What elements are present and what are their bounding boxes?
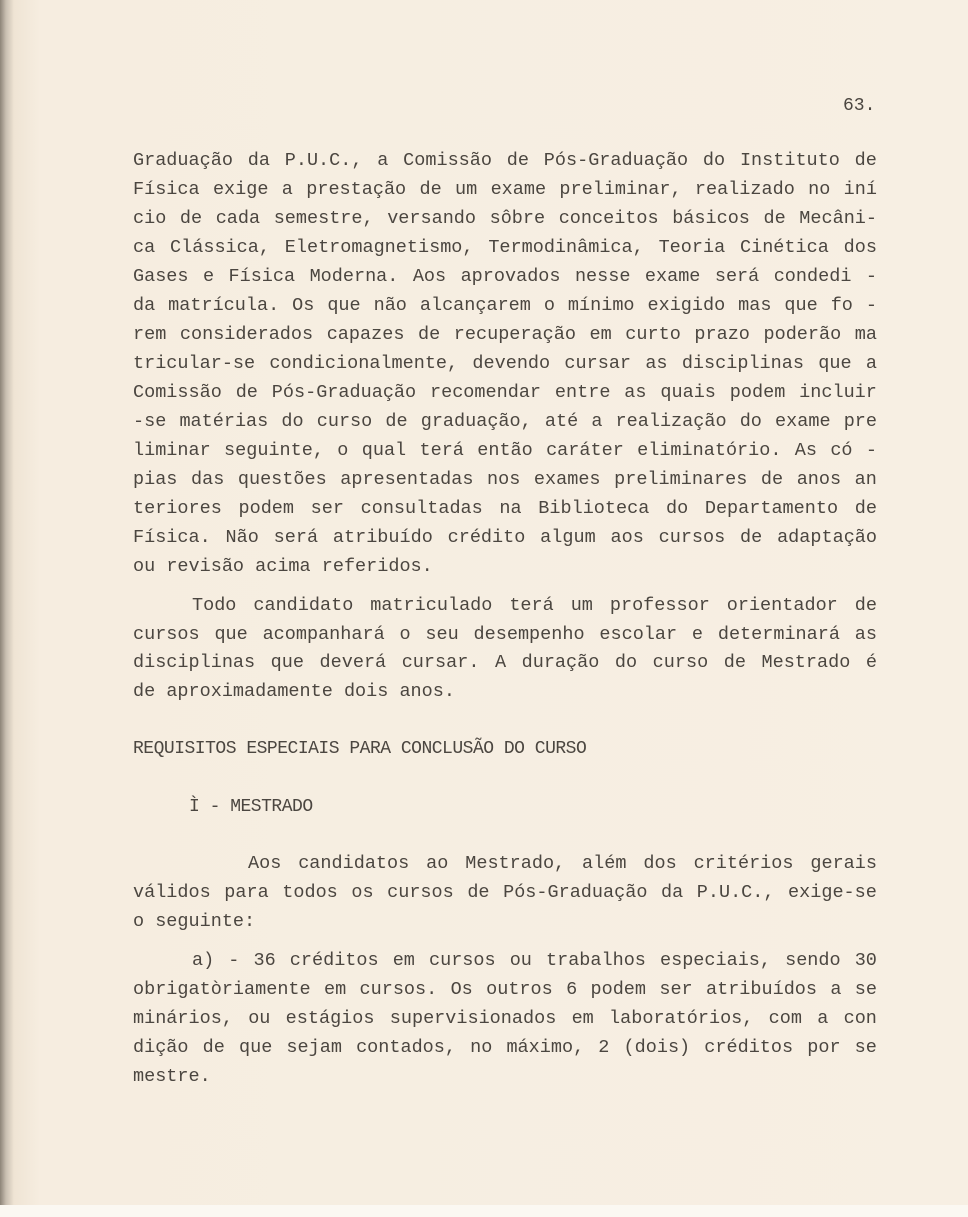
word: Física. [133, 527, 211, 548]
word: anos [796, 469, 842, 490]
word: Eletromagnetismo, [284, 237, 474, 258]
word: das [190, 469, 225, 490]
word: da [660, 882, 684, 903]
word: - [228, 950, 240, 971]
word: con [843, 1008, 877, 1029]
word: será [714, 266, 760, 287]
word: se [854, 1037, 877, 1058]
word: -se [133, 411, 167, 432]
word: podem [238, 498, 294, 519]
word: an [854, 469, 877, 490]
word: créditos [289, 950, 379, 971]
word: de [760, 469, 784, 490]
word: ou [509, 950, 532, 971]
word: a [591, 411, 603, 432]
word: - [865, 295, 877, 316]
word: qual [361, 440, 407, 461]
word: de [854, 498, 877, 519]
word: válidos [133, 882, 211, 903]
word: Mecâni- [799, 208, 877, 229]
word: então [477, 440, 533, 461]
word: realização [615, 411, 727, 432]
word: Graduação [133, 150, 233, 171]
word: exame [644, 266, 701, 287]
word: do [281, 411, 304, 432]
word: com [768, 1008, 802, 1029]
word: As [794, 440, 817, 461]
word: Aos [248, 853, 282, 874]
word: ao [426, 853, 449, 874]
word: Os [450, 979, 473, 1000]
word: mas [738, 295, 772, 316]
word: eliminatório. [637, 440, 782, 461]
word: có [830, 440, 853, 461]
word: no [470, 1037, 493, 1058]
word: - [865, 266, 877, 287]
word: Instituto [739, 150, 840, 171]
word: de [467, 882, 490, 903]
word: seguinte: [155, 911, 256, 932]
page-number: 63. [843, 96, 876, 116]
word: se [854, 979, 877, 1000]
text-line [133, 1008, 877, 1030]
word: matérias [179, 411, 269, 432]
word: exames [533, 469, 601, 490]
word: cursar. [401, 652, 480, 674]
word: rem [133, 324, 167, 345]
word: do [739, 411, 762, 432]
word: a [817, 1008, 829, 1029]
word: cursos [428, 950, 496, 971]
word: a [377, 150, 389, 171]
word: trabalhos [545, 950, 646, 971]
text-line [248, 853, 877, 875]
word: terá [509, 595, 554, 616]
word: capazes [326, 324, 405, 345]
word: Física [228, 266, 296, 287]
word: que [270, 652, 304, 674]
word: Física [133, 179, 200, 200]
word: minários, [133, 1008, 233, 1029]
text-line [133, 882, 877, 904]
word: Comissão [403, 150, 492, 171]
word: todos [282, 882, 338, 903]
word: P.U.C., [284, 150, 363, 171]
word: as [645, 353, 668, 374]
word: candidato [253, 595, 354, 616]
word: 30 [854, 950, 877, 971]
word: ser [310, 498, 344, 519]
word: dos [843, 237, 877, 258]
word: de [763, 208, 786, 229]
word: condicionalmente, [269, 353, 459, 374]
word: ou [133, 556, 156, 577]
word: desempenho [473, 623, 585, 645]
text-line [133, 911, 877, 933]
word: e [691, 623, 704, 645]
word: adaptação [777, 527, 877, 548]
word: aprovados [460, 266, 561, 287]
word: que [238, 1037, 273, 1058]
word: ou [248, 1008, 271, 1029]
word: cursos [658, 527, 726, 548]
word: ca [133, 237, 156, 258]
word: laboratórios, [609, 1008, 754, 1029]
page-bottom-edge [0, 1205, 968, 1217]
word: cada [215, 208, 261, 229]
word: atribuídos [705, 979, 818, 1000]
word: de [419, 179, 442, 200]
word: 36 [253, 950, 276, 971]
text-line [133, 353, 877, 375]
word: terá [419, 440, 464, 461]
word: exige [212, 179, 269, 200]
word: professor [609, 595, 710, 616]
text-line [133, 1066, 877, 1088]
word: Clássica, [170, 237, 270, 258]
word: em [589, 324, 612, 345]
word: contados, [356, 1037, 456, 1058]
word: devendo [472, 353, 551, 374]
text-line [192, 595, 877, 617]
word: não [373, 295, 407, 316]
word: de [506, 150, 529, 171]
word: quais [660, 382, 716, 403]
word: Teoria [658, 237, 726, 258]
word: pias [133, 469, 178, 490]
word: Moderna. [309, 266, 399, 287]
word: de [235, 382, 258, 403]
word: fo [830, 295, 853, 316]
word: obrigatòriamente [133, 979, 311, 1000]
word: curto [625, 324, 681, 345]
word: a [281, 179, 293, 200]
word: referidos. [321, 556, 433, 577]
word: recuperação [453, 324, 576, 345]
word: consultadas [360, 498, 483, 519]
word: exame [490, 179, 547, 200]
word: graduação, [420, 411, 532, 432]
word: por [807, 1037, 841, 1058]
word: gerais [810, 853, 877, 874]
text-line [133, 556, 877, 578]
word: seu [425, 623, 459, 645]
word: além [582, 853, 627, 874]
word: especiais, [659, 950, 772, 971]
word: seguinte, [224, 440, 324, 461]
word: em [392, 950, 415, 971]
text-line [133, 498, 877, 520]
word: caráter [546, 440, 624, 461]
word: Aos [412, 266, 447, 287]
word: disciplinas [133, 652, 256, 674]
word: matrícula. [168, 295, 280, 316]
section-heading: REQUISITOS ESPECIAIS PARA CONCLUSÃO DO CURSO [133, 739, 587, 759]
word: poderão [763, 324, 842, 345]
word: de [854, 595, 877, 616]
word: sendo [785, 950, 841, 971]
word: que [214, 623, 248, 645]
word: Pós-Graduação [503, 882, 648, 903]
word: Departamento [704, 498, 839, 519]
word: outros [486, 979, 553, 1000]
word: cursos. [359, 979, 438, 1000]
word: básicos [672, 208, 750, 229]
word: recomendar [430, 382, 542, 403]
word: do [702, 150, 726, 171]
word: do [665, 498, 689, 519]
word: até [544, 411, 579, 432]
word: será [273, 527, 319, 548]
word: revisão [166, 556, 245, 577]
word: A [494, 652, 507, 674]
word: cursar [564, 353, 632, 374]
word: que [327, 295, 361, 316]
word: dos [643, 853, 677, 874]
word: Comissão [133, 382, 222, 403]
word: da [247, 150, 270, 171]
word: prazo [694, 324, 750, 345]
text-line [192, 950, 877, 972]
word: dição [133, 1037, 189, 1058]
word: a [830, 979, 842, 1000]
word: 2 [598, 1037, 610, 1058]
text-line [133, 469, 877, 491]
word: Termodinâmica, [488, 237, 644, 258]
word: o [133, 911, 145, 932]
word: algum [540, 527, 596, 548]
word: a [865, 353, 877, 374]
word: realizado [694, 179, 795, 200]
word: supervisionados [389, 1008, 557, 1029]
word: exige-se [788, 882, 877, 903]
word: duração [521, 652, 600, 674]
text-line [133, 1037, 877, 1059]
word: o [543, 295, 555, 316]
word: Pós-Graduação [271, 382, 417, 403]
word: do [614, 652, 638, 674]
word: exigido [647, 295, 726, 316]
word: um [570, 595, 593, 616]
word: candidatos [298, 853, 410, 874]
word: versando [387, 208, 477, 229]
text-line [133, 324, 877, 346]
word: sejam [286, 1037, 342, 1058]
word: cursos [133, 623, 200, 645]
word: mínimo [567, 295, 635, 316]
word: estágios [285, 1008, 375, 1029]
word: ser [659, 979, 693, 1000]
word: na [499, 498, 522, 519]
word: máximo, [506, 1037, 585, 1058]
word: disciplinas [681, 353, 804, 374]
word: conceitos [558, 208, 659, 229]
word: o [337, 440, 349, 461]
word: de [740, 527, 763, 548]
text-line [133, 527, 877, 549]
word: da [133, 295, 156, 316]
word: matriculado [370, 595, 493, 616]
word: podem [590, 979, 647, 1000]
word: iní [843, 179, 877, 200]
word: considerados [179, 324, 314, 345]
word: que [818, 353, 852, 374]
word: determinará [717, 623, 840, 645]
word: Gases [133, 266, 189, 287]
word: em [323, 979, 347, 1000]
word: é [865, 652, 877, 674]
text-line [133, 652, 877, 674]
text-line [133, 624, 877, 646]
word: teriores [133, 498, 222, 519]
word: crédito [447, 527, 526, 548]
word: alcançarem [419, 295, 531, 316]
word: incluir [799, 382, 877, 403]
word: nesse [574, 266, 631, 287]
word: os [351, 882, 374, 903]
word: Mestrado [761, 652, 851, 674]
word: e [202, 266, 215, 287]
word: de [133, 681, 156, 703]
word: para [224, 882, 269, 903]
word: cio [133, 208, 167, 229]
word: preliminares [614, 469, 748, 490]
word: de [385, 411, 408, 432]
word: podem [729, 382, 786, 403]
word: liminar [133, 440, 211, 461]
word: de [723, 652, 746, 674]
word: 6 [566, 979, 578, 1000]
word: P.U.C., [696, 882, 775, 903]
word: - [865, 440, 877, 461]
word: Mestrado, [465, 853, 566, 874]
text-line [133, 382, 877, 404]
word: de [854, 150, 877, 171]
word: deverá [319, 652, 387, 674]
word: curso [316, 411, 373, 432]
word: as [624, 382, 647, 403]
word: aos [610, 527, 644, 548]
word: Biblioteca [538, 498, 650, 519]
text-line [133, 440, 877, 462]
word: (dois) [623, 1037, 691, 1058]
word: escolar [599, 623, 678, 645]
text-line [133, 179, 877, 201]
word: entre [554, 382, 611, 403]
word: Não [225, 527, 259, 548]
word: sôbre [489, 208, 546, 229]
word: créditos [704, 1037, 794, 1058]
word: semestre, [273, 208, 374, 229]
word: tricular-se [133, 353, 256, 374]
word: condedi [773, 266, 852, 287]
subsection-heading: Ì - MESTRADO [189, 797, 313, 817]
word: Os [292, 295, 315, 316]
word: o [399, 623, 411, 645]
word: Pós-Graduação [543, 150, 689, 171]
word: um [455, 179, 478, 200]
word: acompanhará [262, 623, 385, 645]
word: no [808, 179, 831, 200]
word: mestre. [133, 1066, 211, 1087]
text-line [133, 681, 877, 703]
word: de [202, 1037, 225, 1058]
text-line [133, 979, 877, 1001]
word: curso [652, 652, 709, 674]
word: aproximadamente [166, 681, 333, 703]
word: preliminar, [559, 179, 682, 200]
word: em [571, 1008, 594, 1029]
word: as [854, 623, 877, 645]
word: de [418, 324, 441, 345]
word: de [179, 208, 203, 229]
word: atribuído [332, 527, 433, 548]
word: acima [255, 556, 311, 577]
word: dois [343, 681, 389, 703]
word: questões [237, 469, 327, 490]
word: nos [487, 469, 521, 490]
word: anos. [399, 681, 455, 703]
word: a) [192, 950, 215, 971]
word: Cinética [740, 237, 829, 258]
text-line [133, 237, 877, 259]
word: pre [843, 411, 877, 432]
word: orientador [726, 595, 838, 616]
word: cursos [387, 882, 454, 903]
word: Todo [192, 595, 237, 616]
text-line [133, 208, 877, 230]
text-line [133, 150, 877, 172]
word: critérios [693, 853, 794, 874]
word: que [784, 295, 818, 316]
word: prestação [306, 179, 407, 200]
word: apresentadas [340, 469, 474, 490]
word: ma [854, 324, 877, 345]
text-line [133, 411, 877, 433]
text-line [133, 266, 877, 288]
text-line [133, 295, 877, 317]
word: exame [775, 411, 831, 432]
